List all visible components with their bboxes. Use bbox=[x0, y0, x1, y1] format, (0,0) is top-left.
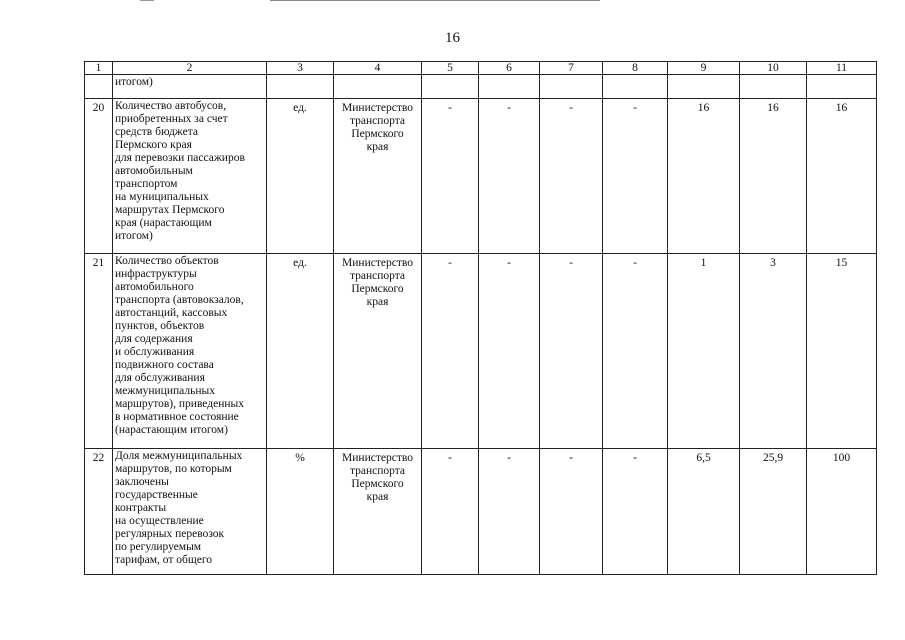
top-edge-line bbox=[270, 0, 600, 1]
indicator-name: Доля межмуниципальных маршрутов, по которым заключены государственные контракты на осуществление регулярных перевозок по регулируемым тарифам, от общего bbox=[115, 450, 243, 566]
value-col10: 25,9 bbox=[740, 449, 807, 575]
top-edge-mark bbox=[140, 0, 154, 1]
row-number: 20 bbox=[85, 99, 113, 254]
header-cell: 7 bbox=[540, 62, 603, 75]
value-col10: 16 bbox=[740, 99, 807, 254]
value-col5: - bbox=[422, 449, 479, 575]
unit-cell: % bbox=[267, 449, 334, 575]
indicator-table bbox=[84, 61, 877, 575]
value-col6: - bbox=[479, 254, 540, 449]
continuation-text: итогом) bbox=[113, 75, 267, 99]
value-col10: 3 bbox=[740, 254, 807, 449]
value-col9: 16 bbox=[668, 99, 740, 254]
unit-cell: ед. bbox=[267, 99, 334, 254]
header-row bbox=[85, 62, 877, 75]
value-col6: - bbox=[479, 449, 540, 575]
responsible-org: Министерство транспорта Пермского края bbox=[342, 102, 413, 153]
unit-cell: ед. bbox=[267, 254, 334, 449]
value-col5: - bbox=[422, 99, 479, 254]
value-col7: - bbox=[540, 99, 603, 254]
header-cell: 1 bbox=[85, 62, 113, 75]
table-row bbox=[85, 99, 877, 254]
responsible-org: Министерство транспорта Пермского края bbox=[342, 452, 413, 503]
value-col8: - bbox=[603, 449, 668, 575]
continuation-row bbox=[85, 75, 877, 99]
value-col11: 16 bbox=[807, 99, 877, 254]
value-col7: - bbox=[540, 449, 603, 575]
value-col11: 15 bbox=[807, 254, 877, 449]
value-col8: - bbox=[603, 254, 668, 449]
header-cell: 9 bbox=[668, 62, 740, 75]
page-number: 16 bbox=[445, 30, 460, 46]
responsible-org: Министерство транспорта Пермского края bbox=[342, 257, 413, 308]
value-col11: 100 bbox=[807, 449, 877, 575]
value-col9: 6,5 bbox=[668, 449, 740, 575]
indicator-name: Количество объектов инфраструктуры автомобильного транспорта (автовокзалов, автостанций, кассовых пунктов, объектов для содержания и обслуживания подвижного состава для обслуживания межмуниципальных маршрутов), приведенных в нормативное состояние (нарастающим итогом) bbox=[115, 255, 245, 436]
header-cell: 3 bbox=[267, 62, 334, 75]
table-row bbox=[85, 254, 877, 449]
row-number: 22 bbox=[85, 449, 113, 575]
value-col7: - bbox=[540, 254, 603, 449]
value-col9: 1 bbox=[668, 254, 740, 449]
header-cell: 2 bbox=[113, 62, 267, 75]
header-cell: 5 bbox=[422, 62, 479, 75]
header-cell: 8 bbox=[603, 62, 668, 75]
value-col6: - bbox=[479, 99, 540, 254]
value-col5: - bbox=[422, 254, 479, 449]
header-cell: 4 bbox=[334, 62, 422, 75]
header-cell: 11 bbox=[807, 62, 877, 75]
indicator-name: Количество автобусов, приобретенных за счет средств бюджета Пермского края для перевозки пассажиров автомобильным транспортом на муниципальных маршрутах Пермского края (нарастающим итогом) bbox=[115, 100, 245, 242]
row-number: 21 bbox=[85, 254, 113, 449]
header-cell: 6 bbox=[479, 62, 540, 75]
header-cell: 10 bbox=[740, 62, 807, 75]
value-col8: - bbox=[603, 99, 668, 254]
table-row bbox=[85, 449, 877, 575]
